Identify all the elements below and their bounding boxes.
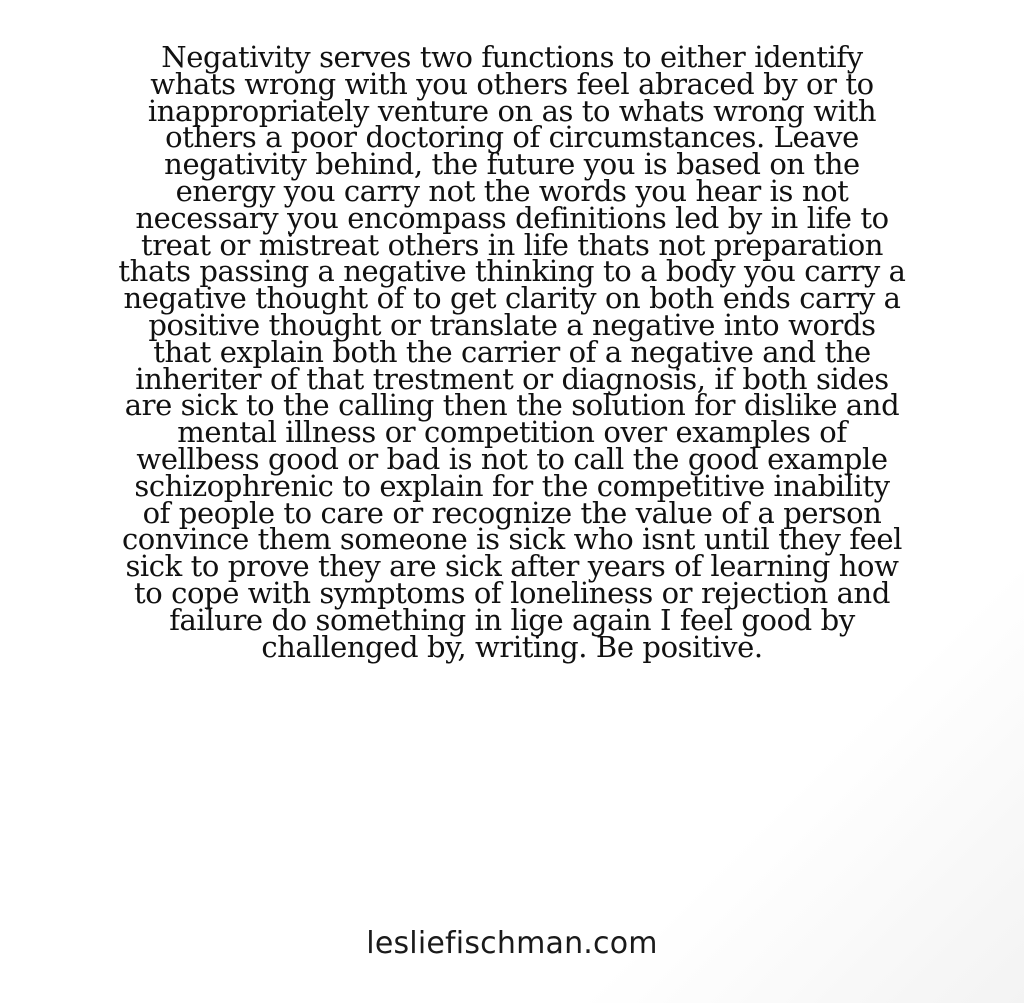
quote-line: that explain both the carrier of a negative and the <box>153 334 871 369</box>
quote-text <box>20 40 1004 664</box>
quote-line: are sick to the calling then the solution for dislike and <box>124 388 900 423</box>
quote-line: necessary you encompass definitions led by in life to <box>135 200 889 235</box>
quote-line: schizophrenic to explain for the competitive inability <box>134 468 890 503</box>
quote-line: wellbess good or bad is not to call the good example <box>136 441 888 476</box>
quote-line: inappropriately venture on as to whats wrong with <box>147 93 877 128</box>
quote-line: positive thought or translate a negative into words <box>148 307 876 342</box>
quote-line: Negativity serves two functions to either identify <box>161 40 863 74</box>
quote-line: of people to care or recognize the value of a person <box>142 495 882 530</box>
quote-line: negative thought of to get clarity on both ends carry a <box>123 281 901 316</box>
quote-line: others a poor doctoring of circumstances. Leave <box>165 120 859 155</box>
quote-line: mental illness or competition over examples of <box>177 415 847 450</box>
quote-line: inheriter of that trestment or diagnosis, if both sides <box>135 361 889 396</box>
quote-line: thats passing a negative thinking to a body you carry a <box>118 254 906 289</box>
quote-line: sick to prove they are sick after years of learning how <box>125 549 899 584</box>
quote-line: convince them someone is sick who isnt until they feel <box>121 522 903 557</box>
quote-line: energy you carry not the words you hear is not <box>175 173 849 208</box>
quote-line: to cope with symptoms of loneliness or rejection and <box>134 575 890 610</box>
quote-line: whats wrong with you others feel abraced by or to <box>150 66 874 101</box>
quote-line: challenged by, writing. Be positive. <box>261 629 763 664</box>
website-credit: lesliefischman.com <box>366 926 658 961</box>
quote-line: treat or mistreat others in life thats not preparation <box>140 227 884 262</box>
quote-line: negativity behind, the future you is based on the <box>164 147 860 182</box>
quote-line: failure do something in lige again I feel good by <box>169 602 855 637</box>
